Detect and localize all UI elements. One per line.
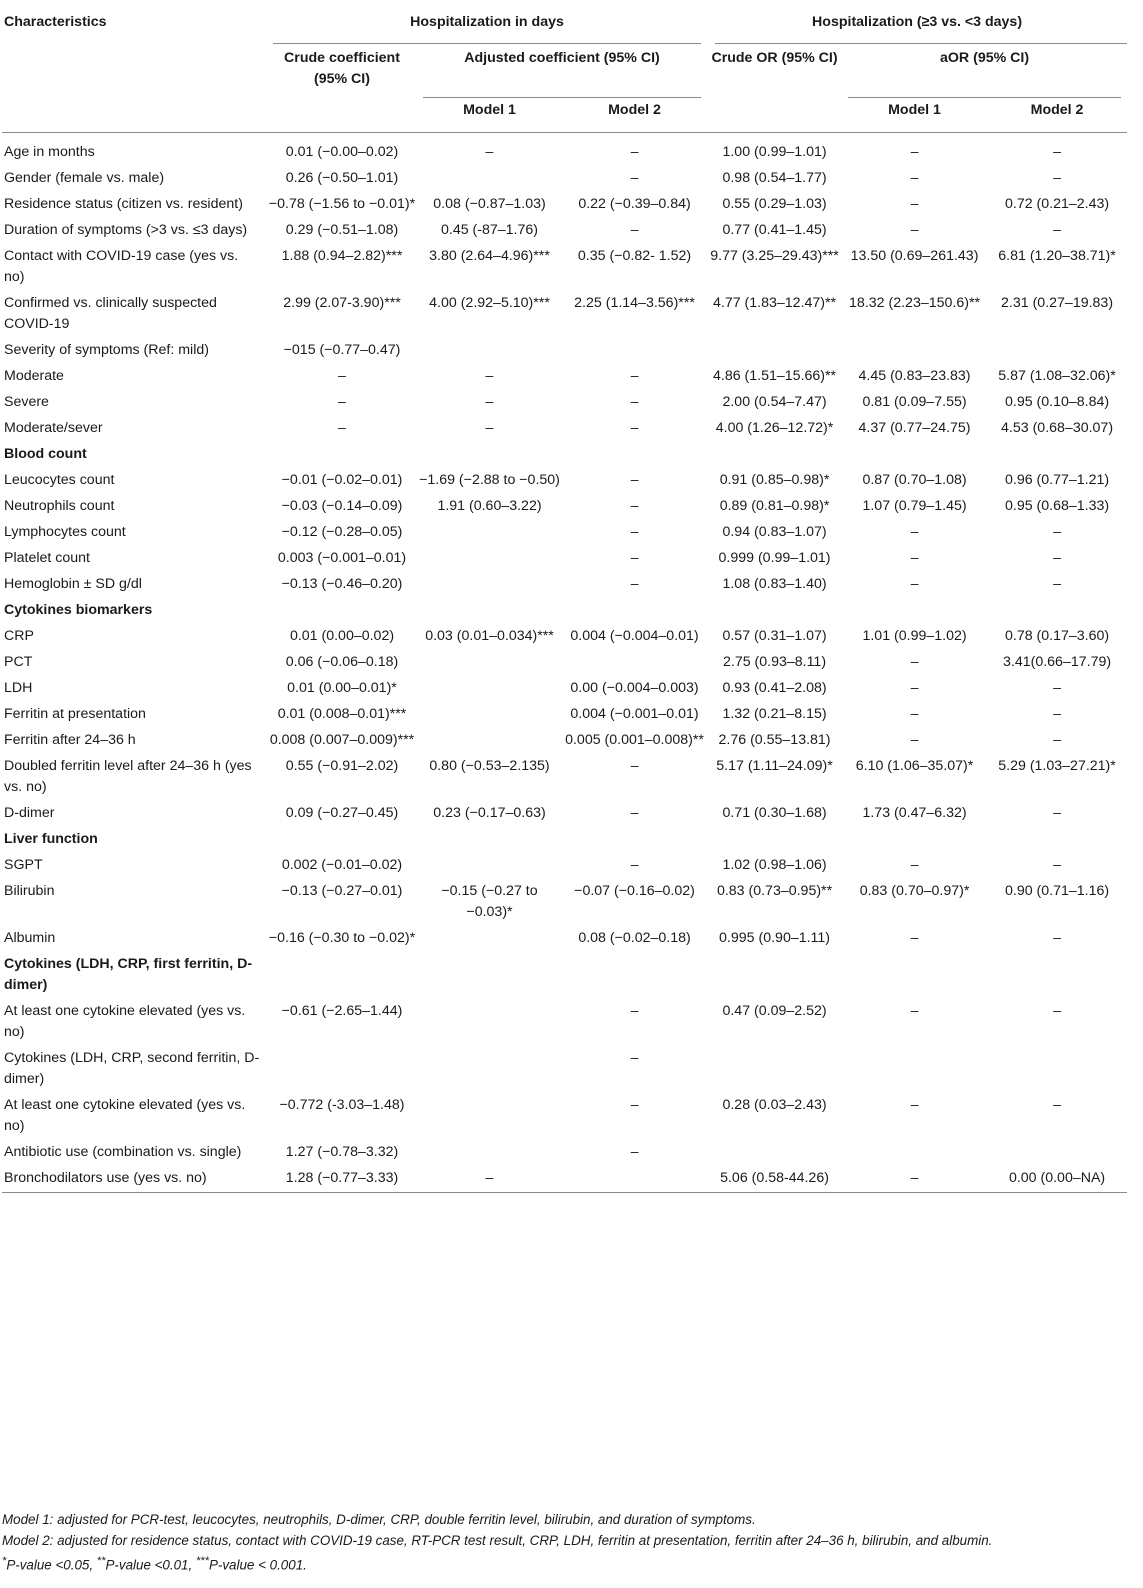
table-footnotes: [2, 1509, 1127, 1575]
table-row: [2, 291, 1127, 338]
cell: 0.995 (0.90–1.11): [719, 930, 831, 946]
cell: 1.32 (0.21–8.15): [722, 706, 827, 722]
cell: 0.90 (0.71–1.16): [1004, 883, 1110, 899]
cell: [417, 999, 562, 1046]
cell: 0.08 (−0.87–1.03): [433, 196, 546, 212]
row-label: Duration of symptoms (>3 vs. ≤3 days): [4, 222, 248, 238]
cell: [987, 338, 1127, 364]
cell: [267, 827, 417, 853]
cell: 5.87 (1.08–32.06)*: [998, 368, 1116, 384]
cell: –: [630, 420, 639, 436]
cell: –: [1053, 732, 1061, 748]
cell: [562, 650, 707, 676]
cell: 1.28 (−0.77–3.33): [285, 1170, 399, 1186]
cell: 0.96 (0.77–1.21): [1004, 472, 1110, 488]
cell: 0.81 (0.09–7.55): [862, 394, 967, 410]
cell: –: [630, 1050, 639, 1066]
cell: –: [910, 1097, 919, 1113]
cell: 0.00 (0.00–NA): [1008, 1170, 1106, 1186]
table-row: [2, 801, 1127, 827]
cell: 0.004 (−0.001–0.01): [570, 706, 699, 722]
cell: 0.008 (0.007–0.009)***: [269, 732, 415, 748]
cell: 2.31 (0.27–19.83): [1001, 295, 1114, 311]
cell: [267, 1046, 417, 1093]
cell: –: [338, 394, 346, 410]
row-label: Ferritin after 24–36 h: [4, 732, 136, 748]
cell: –: [910, 170, 919, 186]
cell: 4.37 (0.77–24.75): [858, 420, 971, 436]
header-characteristics: Characteristics: [4, 14, 107, 30]
header-model1-or: Model 1: [842, 98, 987, 133]
cell: –: [1053, 222, 1061, 238]
cell: 4.45 (0.83–23.83): [858, 368, 971, 384]
table-row: [2, 572, 1127, 598]
cell: –: [910, 654, 919, 670]
cell: 0.89 (0.81–0.98)*: [719, 498, 830, 514]
cell: 1.73 (0.47–6.32): [862, 805, 967, 821]
cell: [842, 442, 987, 468]
cell: 0.01 (0.008–0.01)***: [277, 706, 407, 722]
cell: 1.27 (−0.78–3.32): [285, 1144, 399, 1160]
row-label: Moderate/sever: [4, 420, 103, 436]
cell: 0.98 (0.54–1.77): [722, 170, 827, 186]
cell: –: [630, 222, 639, 238]
cell: –: [910, 550, 919, 566]
cell: 4.00 (2.92–5.10)***: [429, 295, 550, 311]
cell: 2.99 (2.07-3.90)***: [283, 295, 401, 311]
cell: [417, 1093, 562, 1140]
row-label: Neutrophils count: [4, 498, 115, 514]
table-row: [2, 244, 1127, 291]
cell: 2.75 (0.93–8.11): [722, 654, 827, 670]
cell: [267, 442, 417, 468]
cell: 1.07 (0.79–1.45): [862, 498, 967, 514]
cell: 0.06 (−0.06–0.18): [285, 654, 399, 670]
cell: −015 (−0.77–0.47): [283, 342, 401, 358]
cell: [987, 827, 1127, 853]
cell: –: [910, 524, 919, 540]
cell: –: [630, 576, 639, 592]
section-row: [2, 952, 1127, 999]
cell: 1.08 (0.83–1.40): [722, 576, 827, 592]
cell: −0.13 (−0.46–0.20): [281, 576, 403, 592]
cell: [562, 952, 707, 999]
header-crude-coefficient: Crude coefficient (95% CI): [284, 50, 400, 87]
row-label: D-dimer: [4, 805, 55, 821]
row-label: Platelet count: [4, 550, 90, 566]
cell: 0.87 (0.70–1.08): [862, 472, 967, 488]
cell: –: [485, 394, 494, 410]
table-row: [2, 166, 1127, 192]
cell: 18.32 (2.23–150.6)**: [849, 295, 980, 311]
cell: 0.94 (0.83–1.07): [722, 524, 827, 540]
row-label: Leucocytes count: [4, 472, 115, 488]
table-row: [2, 338, 1127, 364]
cell: –: [910, 222, 919, 238]
row-label: Albumin: [4, 930, 56, 946]
cell: [562, 1166, 707, 1193]
cell: –: [630, 1097, 639, 1113]
row-label: At least one cytokine elevated (yes vs. no): [4, 1097, 246, 1134]
cell: [562, 442, 707, 468]
cell: [267, 952, 417, 999]
cell: [987, 1140, 1127, 1166]
row-label: SGPT: [4, 857, 43, 873]
table-row: [2, 133, 1127, 166]
cell: –: [910, 144, 919, 160]
cell: –: [338, 420, 346, 436]
cell: 1.02 (0.98–1.06): [722, 857, 827, 873]
header-hospitalization-or: Hospitalization (≥3 vs. <3 days): [707, 4, 1127, 44]
cell: 2.25 (1.14–3.56)***: [574, 295, 695, 311]
row-label: LDH: [4, 680, 33, 696]
cell: [842, 598, 987, 624]
cell: 0.45 (-87–1.76): [440, 222, 538, 238]
cell: –: [630, 857, 639, 873]
cell: 6.10 (1.06–35.07)*: [855, 758, 974, 774]
cell: [707, 827, 842, 853]
cell: 4.53 (0.68–30.07): [1001, 420, 1114, 436]
table-row: [2, 1140, 1127, 1166]
cell: –: [1053, 930, 1061, 946]
cell: –: [1053, 1003, 1061, 1019]
cell: [562, 338, 707, 364]
table-row: [2, 676, 1127, 702]
cell: 1.00 (0.99–1.01): [722, 144, 827, 160]
cell: 0.83 (0.70–0.97)*: [859, 883, 970, 899]
cell: 1.91 (0.60–3.22): [437, 498, 542, 514]
table-row: [2, 853, 1127, 879]
row-label: CRP: [4, 628, 34, 644]
cell: –: [630, 805, 639, 821]
cell: [987, 952, 1127, 999]
cell: [417, 926, 562, 952]
table-row: [2, 520, 1127, 546]
row-label: Gender (female vs. male): [4, 170, 165, 186]
section-row: [2, 442, 1127, 468]
cell: –: [1053, 170, 1061, 186]
cell: –: [1053, 680, 1061, 696]
cell: −0.03 (−0.14–0.09): [281, 498, 403, 514]
cell: 0.26 (−0.50–1.01): [285, 170, 399, 186]
cell: –: [630, 472, 639, 488]
cell: 4.77 (1.83–12.47)**: [713, 295, 837, 311]
row-label: Ferritin at presentation: [4, 706, 146, 722]
cell: [417, 1140, 562, 1166]
footnote-pvalues: *P-value <0.05, **P-value <0.01, ***P-value < 0.001.: [2, 1555, 307, 1573]
cell: 9.77 (3.25–29.43)***: [710, 248, 839, 264]
cell: –: [910, 732, 919, 748]
cell: –: [1053, 706, 1061, 722]
row-label: Residence status (citizen vs. resident): [4, 196, 243, 212]
row-label: Cytokines (LDH, CRP, first ferritin, D-dimer): [4, 956, 253, 993]
row-label: Bronchodilators use (yes vs. no): [4, 1170, 207, 1186]
cell: –: [910, 706, 919, 722]
cell: −0.13 (−0.27–0.01): [281, 883, 403, 899]
cell: [707, 442, 842, 468]
table-row: [2, 999, 1127, 1046]
cell: 0.09 (−0.27–0.45): [285, 805, 399, 821]
cell: [417, 166, 562, 192]
cell: 4.00 (1.26–12.72)*: [715, 420, 834, 436]
table-row: [2, 624, 1127, 650]
cell: 0.22 (−0.39–0.84): [578, 196, 691, 212]
cell: 0.93 (0.41–2.08): [722, 680, 827, 696]
cell: 3.41(0.66–17.79): [1003, 654, 1112, 670]
cell: −0.16 (−0.30 to −0.02)*: [268, 930, 416, 946]
cell: [842, 1140, 987, 1166]
row-label: Doubled ferritin level after 24–36 h (yes vs. no): [4, 758, 252, 795]
cell: 0.55 (0.29–1.03): [722, 196, 827, 212]
cell: [417, 676, 562, 702]
cell: 0.83 (0.73–0.95)**: [716, 883, 833, 899]
header-model2-or: Model 2: [987, 98, 1127, 133]
row-label: Moderate: [4, 368, 64, 384]
cell: –: [630, 394, 639, 410]
cell: [417, 572, 562, 598]
cell: 5.06 (0.58-44.26): [720, 1170, 829, 1186]
header-model2-coef: Model 2: [562, 98, 707, 133]
header-crude-or: Crude OR (95% CI): [711, 50, 838, 66]
cell: 0.28 (0.03–2.43): [722, 1097, 827, 1113]
row-label: Cytokines biomarkers: [4, 602, 153, 618]
header-adjusted-coefficient: Adjusted coefficient (95% CI): [417, 44, 707, 98]
cell: −0.07 (−0.16–0.02): [574, 883, 695, 899]
cell: −0.772 (-3.03–1.48): [279, 1097, 405, 1113]
section-row: [2, 827, 1127, 853]
cell: [842, 952, 987, 999]
cell: –: [1053, 576, 1061, 592]
cell: 2.76 (0.55–13.81): [718, 732, 831, 748]
table-body: [2, 133, 1127, 1193]
cell: 0.80 (−0.53–2.135): [429, 758, 550, 774]
table-row: [2, 1046, 1127, 1093]
table-row: [2, 494, 1127, 520]
cell: −0.61 (−2.65–1.44): [281, 1003, 403, 1019]
cell: [707, 952, 842, 999]
cell: −0.15 (−0.27 to −0.03)*: [441, 883, 538, 920]
table-row: [2, 728, 1127, 754]
header-model1-coef: Model 1: [417, 98, 562, 133]
cell: –: [910, 1003, 919, 1019]
cell: 0.03 (0.01–0.034)***: [425, 628, 554, 644]
cell: [707, 598, 842, 624]
row-label: Bilirubin: [4, 883, 55, 899]
row-label: Liver function: [4, 831, 98, 847]
row-label: Severe: [4, 394, 49, 410]
table-row: [2, 879, 1127, 926]
cell: –: [910, 857, 919, 873]
cell: 0.55 (−0.91–2.02): [285, 758, 399, 774]
cell: 0.005 (0.001–0.008)**: [565, 732, 704, 748]
cell: −1.69 (−2.88 to −0.50): [419, 472, 560, 488]
cell: [842, 827, 987, 853]
cell: [417, 952, 562, 999]
row-label: Blood count: [4, 446, 87, 462]
cell: [562, 598, 707, 624]
cell: –: [910, 196, 919, 212]
header-hospitalization-days: Hospitalization in days: [267, 4, 707, 44]
cell: 0.77 (0.41–1.45): [722, 222, 827, 238]
table-row: [2, 650, 1127, 676]
cell: [417, 598, 562, 624]
cell: [417, 442, 562, 468]
cell: –: [485, 144, 494, 160]
cell: [417, 702, 562, 728]
cell: –: [630, 524, 639, 540]
cell: –: [630, 550, 639, 566]
row-label: Cytokines (LDH, CRP, second ferritin, D-dimer): [4, 1050, 260, 1087]
cell: –: [630, 758, 639, 774]
cell: [707, 338, 842, 364]
cell: –: [630, 498, 639, 514]
cell: 4.86 (1.51–15.66)**: [713, 368, 837, 384]
table-row: [2, 546, 1127, 572]
cell: 0.95 (0.10–8.84): [1004, 394, 1110, 410]
row-label: Severity of symptoms (Ref: mild): [4, 342, 209, 358]
cell: [987, 598, 1127, 624]
cell: –: [1053, 524, 1061, 540]
cell: 0.78 (0.17–3.60): [1004, 628, 1110, 644]
cell: −0.12 (−0.28–0.05): [281, 524, 403, 540]
cell: –: [485, 420, 494, 436]
table-row: [2, 390, 1127, 416]
cell: [987, 1046, 1127, 1093]
row-label: Contact with COVID-19 case (yes vs. no): [4, 248, 239, 285]
cell: [417, 1046, 562, 1093]
row-label: At least one cytokine elevated (yes vs. no): [4, 1003, 246, 1040]
cell: 5.29 (1.03–27.21)*: [998, 758, 1116, 774]
cell: –: [910, 1170, 919, 1186]
cell: [842, 338, 987, 364]
cell: 0.999 (0.99–1.01): [718, 550, 831, 566]
table-row: [2, 754, 1127, 801]
cell: –: [1053, 857, 1061, 873]
cell: 1.88 (0.94–2.82)***: [281, 248, 403, 264]
cell: –: [630, 1003, 639, 1019]
table-row: [2, 218, 1127, 244]
cell: 0.002 (−0.01–0.02): [281, 857, 403, 873]
cell: –: [485, 368, 494, 384]
cell: [417, 827, 562, 853]
cell: 5.17 (1.11–24.09)*: [716, 758, 833, 774]
cell: 0.01 (0.00–0.02): [289, 628, 395, 644]
cell: [562, 827, 707, 853]
cell: [417, 728, 562, 754]
header-aor: aOR (95% CI): [842, 44, 1127, 98]
cell: 0.003 (−0.001–0.01): [277, 550, 407, 566]
cell: [417, 520, 562, 546]
cell: –: [1053, 550, 1061, 566]
cell: –: [630, 144, 639, 160]
cell: –: [1053, 1097, 1061, 1113]
section-row: [2, 598, 1127, 624]
cell: 0.01 (−0.00–0.02): [285, 144, 399, 160]
cell: 0.23 (−0.17–0.63): [433, 805, 546, 821]
cell: 13.50 (0.69–261.43): [850, 248, 979, 264]
cell: 0.08 (−0.02–0.18): [578, 930, 691, 946]
cell: 0.01 (0.00–0.01)*: [287, 680, 397, 696]
cell: 3.80 (2.64–4.96)***: [429, 248, 550, 264]
cell: –: [630, 1144, 639, 1160]
cell: −0.01 (−0.02–0.01): [281, 472, 403, 488]
footnote-model2: Model 2: adjusted for residence status, contact with COVID-19 case, RT-PCR test result, CRP, LDH, ferritin at presentation, ferritin after 24–36 h, bilirubin, and albumin.: [2, 1533, 993, 1548]
cell: [417, 546, 562, 572]
results-table: [2, 4, 1127, 1193]
row-label: Age in months: [4, 144, 95, 160]
table-row: [2, 192, 1127, 218]
table-row: [2, 416, 1127, 442]
row-label: Lymphocytes count: [4, 524, 126, 540]
cell: 0.71 (0.30–1.68): [722, 805, 827, 821]
row-label: Antibiotic use (combination vs. single): [4, 1144, 242, 1160]
row-label: Confirmed vs. clinically suspected COVID-19: [4, 295, 217, 332]
cell: –: [910, 930, 919, 946]
row-label: Hemoglobin ± SD g/dl: [4, 576, 142, 592]
cell: 6.81 (1.20–38.71)*: [998, 248, 1116, 264]
cell: –: [485, 1170, 494, 1186]
cell: 0.35 (−0.82- 1.52): [577, 248, 692, 264]
row-label: PCT: [4, 654, 33, 670]
cell: [707, 1140, 842, 1166]
table-row: [2, 1166, 1127, 1193]
cell: [987, 442, 1127, 468]
cell: –: [910, 576, 919, 592]
cell: 0.29 (−0.51–1.08): [285, 222, 399, 238]
cell: 0.57 (0.31–1.07): [722, 628, 827, 644]
cell: –: [630, 170, 639, 186]
table-row: [2, 1093, 1127, 1140]
cell: 0.91 (0.85–0.98)*: [719, 472, 830, 488]
cell: 0.00 (−0.004–0.003): [570, 680, 699, 696]
cell: [842, 1046, 987, 1093]
cell: 0.95 (0.68–1.33): [1004, 498, 1110, 514]
cell: –: [1053, 805, 1061, 821]
table-row: [2, 926, 1127, 952]
cell: 0.72 (0.21–2.43): [1004, 196, 1110, 212]
cell: –: [630, 368, 639, 384]
cell: –: [1053, 144, 1061, 160]
cell: 0.004 (−0.004–0.01): [570, 628, 699, 644]
cell: −0.78 (−1.56 to −0.01)*: [268, 196, 416, 212]
cell: [417, 650, 562, 676]
cell: 1.01 (0.99–1.02): [862, 628, 967, 644]
table-row: [2, 468, 1127, 494]
cell: 0.47 (0.09–2.52): [722, 1003, 827, 1019]
cell: [267, 598, 417, 624]
cell: [417, 338, 562, 364]
table-row: [2, 702, 1127, 728]
cell: –: [338, 368, 346, 384]
cell: [707, 1046, 842, 1093]
cell: –: [910, 680, 919, 696]
table-row: [2, 364, 1127, 390]
cell: [417, 853, 562, 879]
cell: 2.00 (0.54–7.47): [722, 394, 827, 410]
footnote-model1: Model 1: adjusted for PCR-test, leucocytes, neutrophils, D-dimer, CRP, double ferritin level, bilirubin, and duration of symptoms.: [2, 1512, 756, 1527]
